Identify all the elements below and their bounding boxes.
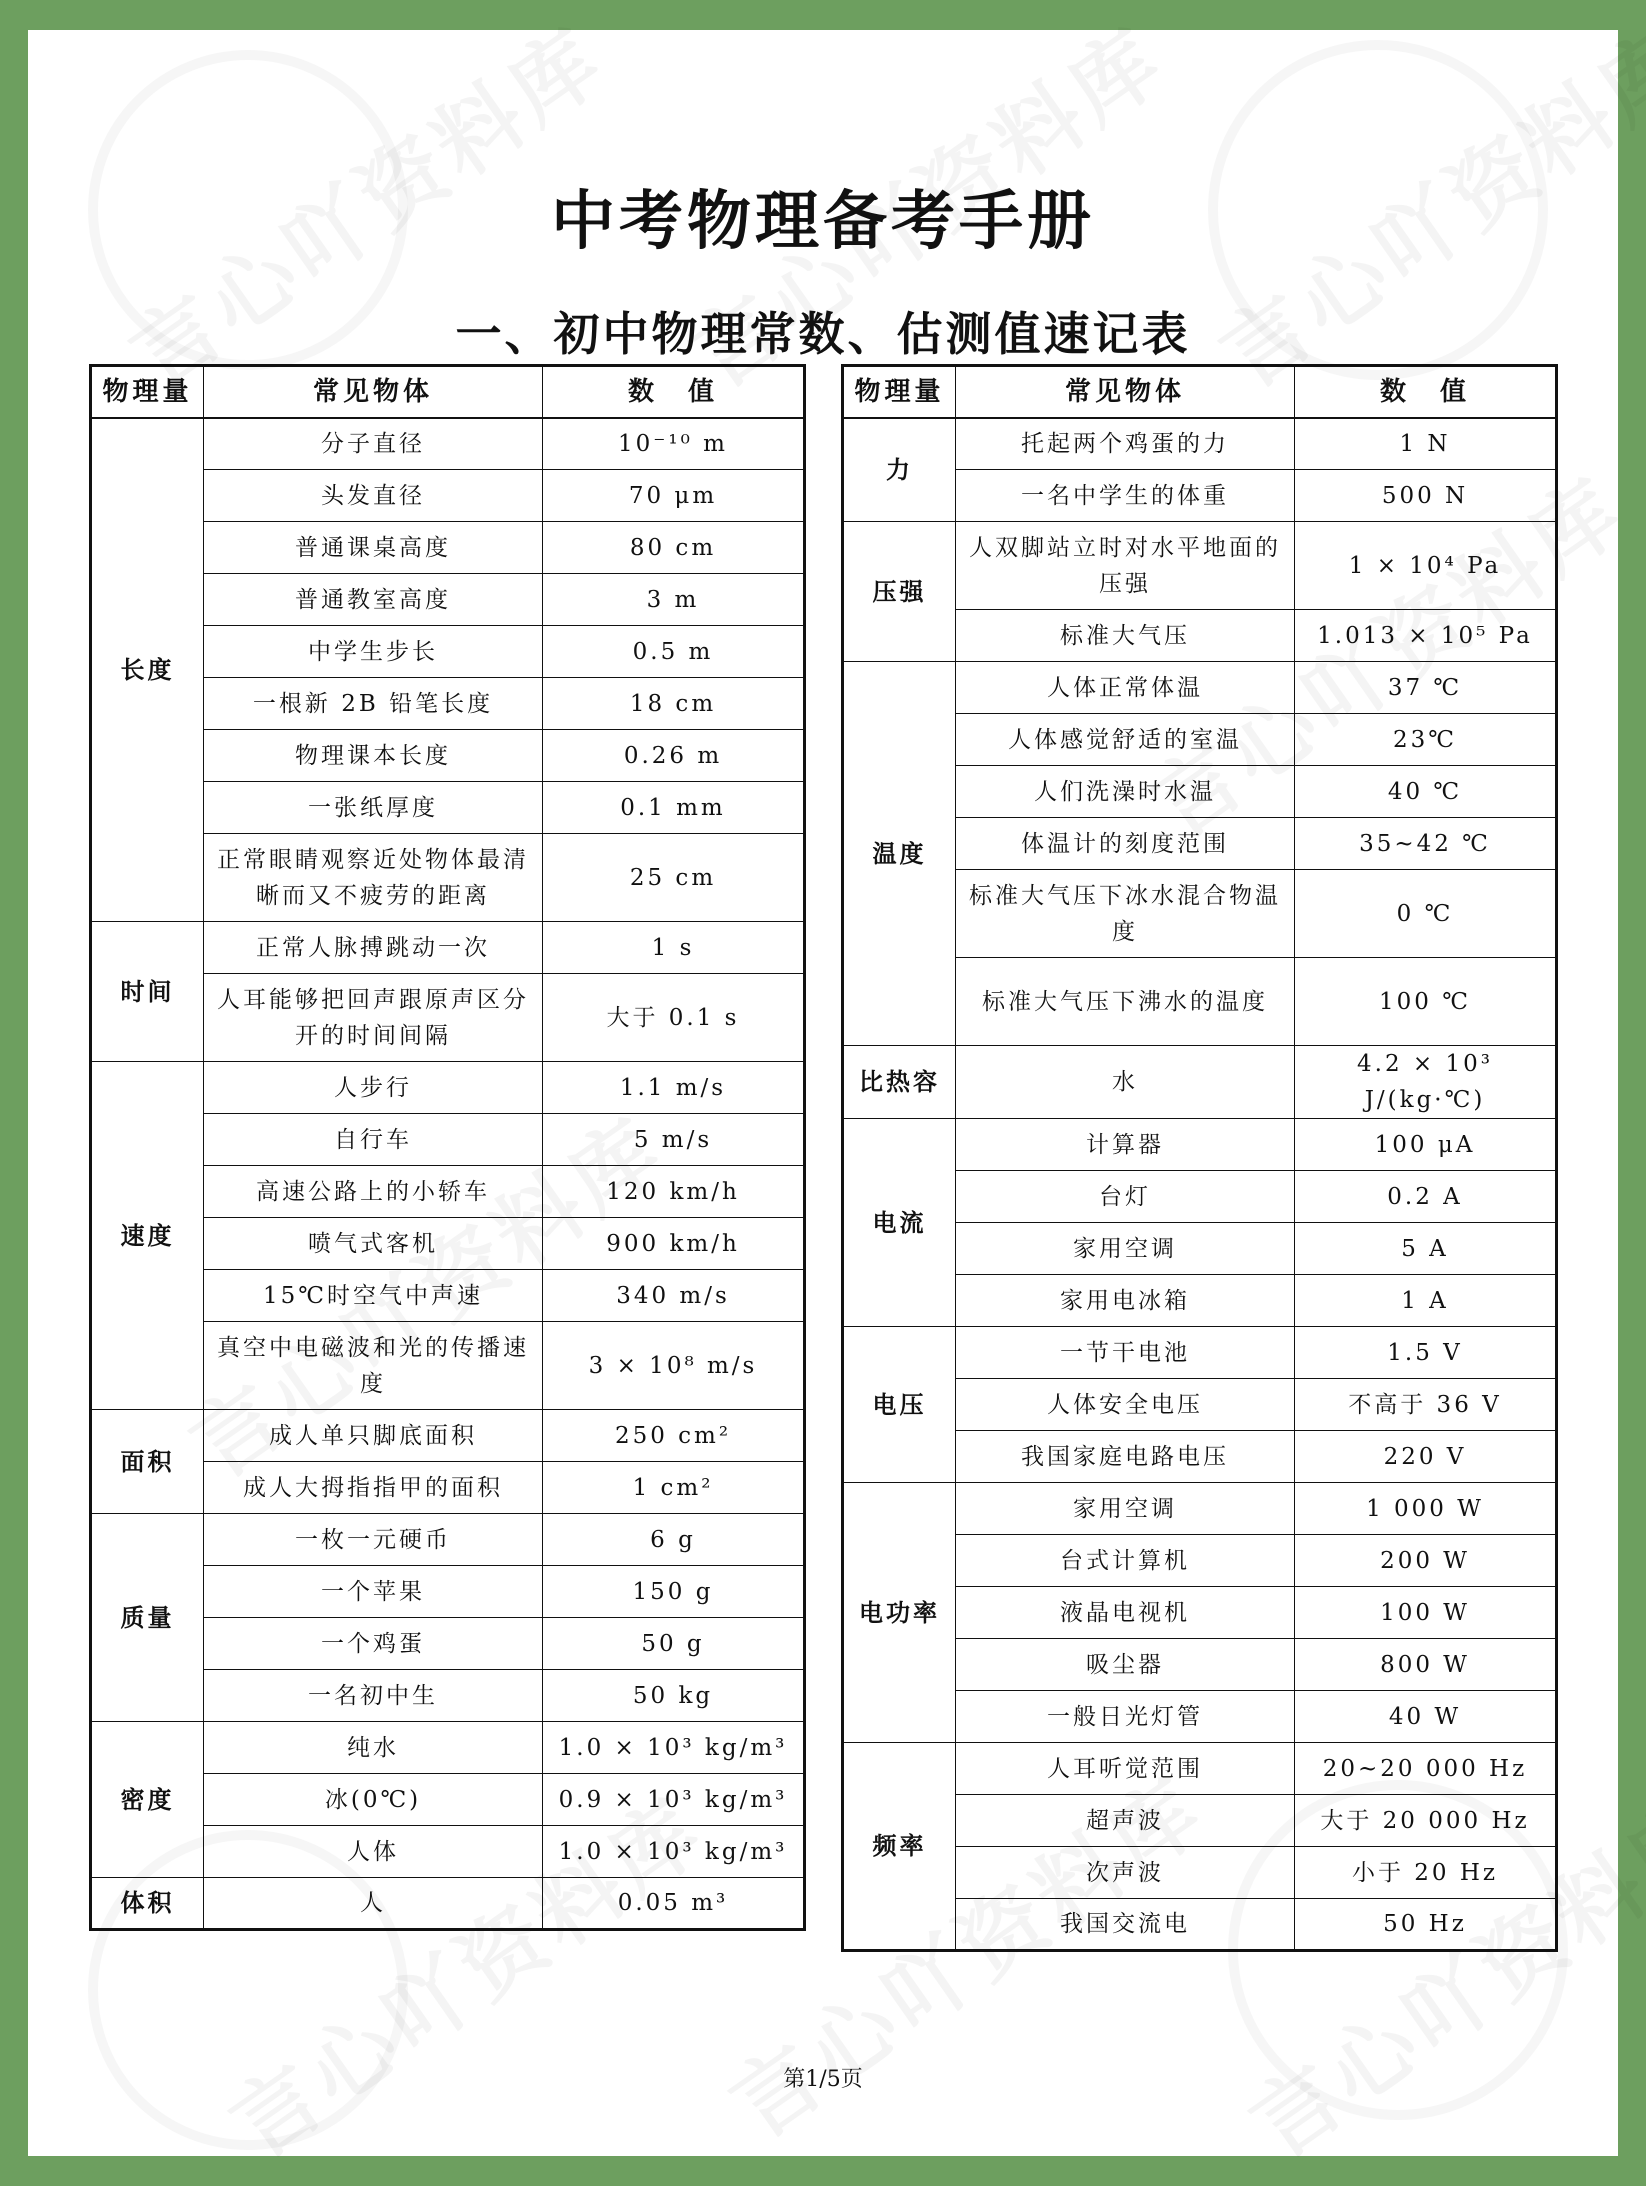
value-cell: 1 000 W [1295,1483,1557,1535]
value-cell: 10⁻¹⁰ m [543,418,805,470]
object-cell: 台灯 [956,1171,1295,1223]
value-cell: 20~20 000 Hz [1295,1743,1557,1795]
object-cell: 家用空调 [956,1223,1295,1275]
header-quantity: 物理量 [843,366,956,418]
table-row [843,522,1557,610]
object-cell: 体温计的刻度范围 [956,818,1295,870]
table-row [91,1514,805,1566]
object-cell: 一个鸡蛋 [204,1618,543,1670]
value-cell: 80 cm [543,522,805,574]
value-cell: 35~42 ℃ [1295,818,1557,870]
object-cell: 吸尘器 [956,1639,1295,1691]
object-cell: 我国交流电 [956,1899,1295,1951]
object-cell: 分子直径 [204,418,543,470]
value-cell: 小于 20 Hz [1295,1847,1557,1899]
category-cell: 体积 [91,1878,204,1930]
document-page [28,30,1618,2156]
object-cell: 人体感觉舒适的室温 [956,714,1295,766]
object-cell: 普通课桌高度 [204,522,543,574]
value-cell: 3 × 10⁸ m/s [543,1322,805,1410]
object-cell: 头发直径 [204,470,543,522]
object-cell: 台式计算机 [956,1535,1295,1587]
value-cell: 50 kg [543,1670,805,1722]
value-cell: 5 A [1295,1223,1557,1275]
object-cell: 人双脚站立时对水平地面的压强 [956,522,1295,610]
value-cell: 1 N [1295,418,1557,470]
object-cell: 托起两个鸡蛋的力 [956,418,1295,470]
value-cell: 1.013 × 10⁵ Pa [1295,610,1557,662]
object-cell: 正常眼睛观察近处物体最清晰而又不疲劳的距离 [204,834,543,922]
value-cell: 220 V [1295,1431,1557,1483]
object-cell: 成人大拇指指甲的面积 [204,1462,543,1514]
object-cell: 人体正常体温 [956,662,1295,714]
object-cell: 人体 [204,1826,543,1878]
header-value: 数 值 [543,366,805,418]
value-cell: 200 W [1295,1535,1557,1587]
value-cell: 250 cm² [543,1410,805,1462]
object-cell: 一名初中生 [204,1670,543,1722]
category-cell: 电功率 [843,1483,956,1743]
table-row [91,1410,805,1462]
object-cell: 计算器 [956,1119,1295,1171]
table-body [843,418,1557,1951]
table-row [843,1483,1557,1535]
header-object: 常见物体 [956,366,1295,418]
category-cell: 温度 [843,662,956,1046]
table-row [91,1722,805,1774]
table-row [91,1062,805,1114]
value-cell: 18 cm [543,678,805,730]
value-cell: 40 ℃ [1295,766,1557,818]
value-cell: 4.2 × 10³ J/(kg·℃) [1295,1046,1557,1119]
object-cell: 一节干电池 [956,1327,1295,1379]
object-cell: 人耳听觉范围 [956,1743,1295,1795]
value-cell: 1.0 × 10³ kg/m³ [543,1722,805,1774]
category-cell: 比热容 [843,1046,956,1119]
category-cell: 长度 [91,418,204,922]
category-cell: 面积 [91,1410,204,1514]
header-value: 数 值 [1295,366,1557,418]
value-cell: 340 m/s [543,1270,805,1322]
table-row [843,1046,1557,1119]
table-row [843,1743,1557,1795]
category-cell: 力 [843,418,956,522]
object-cell: 人步行 [204,1062,543,1114]
value-cell: 0.9 × 10³ kg/m³ [543,1774,805,1826]
object-cell: 喷气式客机 [204,1218,543,1270]
category-cell: 速度 [91,1062,204,1410]
value-cell: 0.5 m [543,626,805,678]
object-cell: 冰(0℃) [204,1774,543,1826]
constants-table-left [89,364,806,1931]
object-cell: 我国家庭电路电压 [956,1431,1295,1483]
value-cell: 6 g [543,1514,805,1566]
object-cell: 超声波 [956,1795,1295,1847]
category-cell: 质量 [91,1514,204,1722]
value-cell: 70 μm [543,470,805,522]
value-cell: 3 m [543,574,805,626]
value-cell: 800 W [1295,1639,1557,1691]
object-cell: 中学生步长 [204,626,543,678]
object-cell: 纯水 [204,1722,543,1774]
object-cell: 人体安全电压 [956,1379,1295,1431]
category-cell: 电流 [843,1119,956,1327]
value-cell: 25 cm [543,834,805,922]
object-cell: 标准大气压下沸水的温度 [956,958,1295,1046]
object-cell: 一个苹果 [204,1566,543,1618]
value-cell: 0.26 m [543,730,805,782]
table-row [91,418,805,470]
object-cell: 正常人脉搏跳动一次 [204,922,543,974]
value-cell: 150 g [543,1566,805,1618]
value-cell: 50 Hz [1295,1899,1557,1951]
value-cell: 900 km/h [543,1218,805,1270]
object-cell: 人耳能够把回声跟原声区分开的时间间隔 [204,974,543,1062]
object-cell: 成人单只脚底面积 [204,1410,543,1462]
object-cell: 液晶电视机 [956,1587,1295,1639]
value-cell: 23℃ [1295,714,1557,766]
object-cell: 15℃时空气中声速 [204,1270,543,1322]
category-cell: 时间 [91,922,204,1062]
object-cell: 自行车 [204,1114,543,1166]
section-title: 一、初中物理常数、估测值速记表 [455,307,1191,361]
table-row [91,922,805,974]
value-cell: 500 N [1295,470,1557,522]
page-title: 中考物理备考手册 [551,184,1095,259]
value-cell: 0 ℃ [1295,870,1557,958]
object-cell: 一般日光灯管 [956,1691,1295,1743]
object-cell: 高速公路上的小轿车 [204,1166,543,1218]
value-cell: 1 × 10⁴ Pa [1295,522,1557,610]
header-object: 常见物体 [204,366,543,418]
object-cell: 一名中学生的体重 [956,470,1295,522]
category-cell: 频率 [843,1743,956,1951]
value-cell: 1.0 × 10³ kg/m³ [543,1826,805,1878]
value-cell: 0.2 A [1295,1171,1557,1223]
value-cell: 不高于 36 V [1295,1379,1557,1431]
header-quantity: 物理量 [91,366,204,418]
object-cell: 真空中电磁波和光的传播速度 [204,1322,543,1410]
value-cell: 大于 0.1 s [543,974,805,1062]
table-row [91,1878,805,1930]
value-cell: 120 km/h [543,1166,805,1218]
page-number: 第1/5页 [783,2067,863,2092]
value-cell: 1.1 m/s [543,1062,805,1114]
object-cell: 水 [956,1046,1295,1119]
object-cell: 一枚一元硬币 [204,1514,543,1566]
value-cell: 1.5 V [1295,1327,1557,1379]
value-cell: 100 μA [1295,1119,1557,1171]
value-cell: 1 cm² [543,1462,805,1514]
value-cell: 100 W [1295,1587,1557,1639]
table-row [843,418,1557,470]
value-cell: 1 s [543,922,805,974]
object-cell: 物理课本长度 [204,730,543,782]
constants-table-right [841,364,1558,1952]
value-cell: 0.1 mm [543,782,805,834]
value-cell: 40 W [1295,1691,1557,1743]
table-row [843,1119,1557,1171]
object-cell: 人 [204,1878,543,1930]
value-cell: 50 g [543,1618,805,1670]
category-cell: 压强 [843,522,956,662]
table-row [843,662,1557,714]
object-cell: 家用电冰箱 [956,1275,1295,1327]
table-row [843,1327,1557,1379]
category-cell: 密度 [91,1722,204,1878]
value-cell: 5 m/s [543,1114,805,1166]
object-cell: 标准大气压 [956,610,1295,662]
object-cell: 一张纸厚度 [204,782,543,834]
object-cell: 普通教室高度 [204,574,543,626]
value-cell: 100 ℃ [1295,958,1557,1046]
object-cell: 家用空调 [956,1483,1295,1535]
category-cell: 电压 [843,1327,956,1483]
value-cell: 大于 20 000 Hz [1295,1795,1557,1847]
value-cell: 1 A [1295,1275,1557,1327]
table-body [91,418,805,1930]
object-cell: 标准大气压下冰水混合物温度 [956,870,1295,958]
object-cell: 次声波 [956,1847,1295,1899]
object-cell: 一根新 2B 铅笔长度 [204,678,543,730]
object-cell: 人们洗澡时水温 [956,766,1295,818]
value-cell: 0.05 m³ [543,1878,805,1930]
value-cell: 37 ℃ [1295,662,1557,714]
